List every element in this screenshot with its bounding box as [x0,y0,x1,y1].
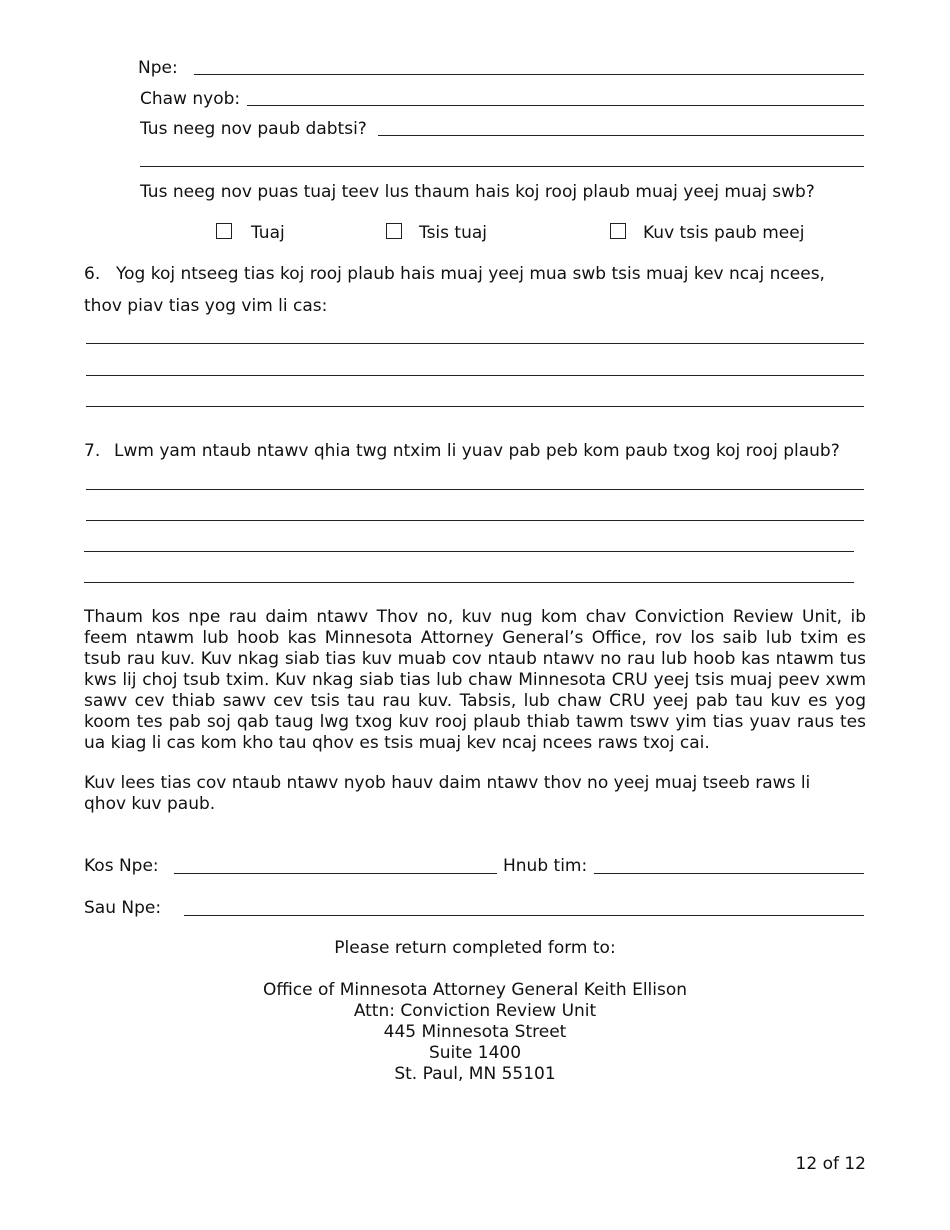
relationship-input-line-2[interactable] [140,166,864,167]
address-input-line[interactable] [247,105,864,106]
return-address-line: 445 Minnesota Street [383,1022,567,1042]
relationship-input-line[interactable] [378,135,864,136]
option-label-yes: Tuaj [251,223,285,243]
date-label: Hnub tim: [503,856,588,876]
q6-answer-line[interactable] [86,343,864,344]
q7-text: Lwm yam ntaub ntawv qhia twg ntxim li yuav pab peb kom paub txog koj rooj plaub? [114,441,840,461]
name-input-line[interactable] [194,74,864,75]
q6-number: 6. [84,264,101,284]
return-address-line: St. Paul, MN 55101 [394,1064,556,1084]
printed-name-label: Sau Npe: [84,898,162,918]
q7-number: 7. [84,441,101,461]
q7-answer-line[interactable] [84,582,854,583]
q6-answer-line[interactable] [86,375,864,376]
notice-paragraph: Thaum kos npe rau daim ntawv Thov no, kuv nug kom chav Conviction Review Unit, ib feem ntawm lub hoob kas Minnesota Attorney General’s Office, rov los saib lub txim es tsub rau kuv. Kuv nkag siab tias kuv muab cov ntaub ntawv no rau lub hoob kas ntawm tus kws lij choj tsub txim. Kuv nkag siab tias lub chaw Minnesota CRU yeej tsis muaj peev xwm sawv cev thiab sawv cev tsis tau rau kuv. Tabsis, lub chaw CRU yeej pab tau kuv es yog koom tes pab soj qab taug lwg txog kuv rooj plaub thiab tawm tswv yim tias yuav raus tes ua kiag li cas kom kho tau qhov es tsis muaj kev ncaj ncees raws txoj cai. [84,607,866,753]
return-address-line: Suite 1400 [428,1043,522,1063]
return-address-line: Office of Minnesota Attorney General Keith Ellison [262,980,688,1000]
option-checkbox-yes[interactable] [216,223,232,239]
date-line[interactable] [594,873,864,874]
page-number: 12 of 12 [795,1154,866,1174]
option-label-unsure: Kuv tsis paub meej [643,223,805,243]
return-address-line: Attn: Conviction Review Unit [353,1001,597,1021]
option-checkbox-unsure[interactable] [610,223,626,239]
willing-question: Tus neeg nov puas tuaj teev lus thaum hais koj rooj plaub muaj yeej muaj swb? [140,182,815,202]
q7-answer-line[interactable] [86,520,864,521]
q6-text-line2: thov piav tias yog vim li cas: [84,296,328,316]
return-heading: Please return completed form to: [334,938,616,958]
printed-name-line[interactable] [184,915,864,916]
name-label: Npe: [138,58,178,78]
q7-answer-line[interactable] [84,551,854,552]
q6-text-line1: Yog koj ntseeg tias koj rooj plaub hais muaj yeej mua swb tsis muaj kev ncaj ncees, [116,264,825,284]
signature-label: Kos Npe: [84,856,159,876]
signature-line[interactable] [174,873,497,874]
relationship-label: Tus neeg nov paub dabtsi? [140,119,367,139]
option-checkbox-no[interactable] [386,223,402,239]
q6-answer-line[interactable] [86,406,864,407]
declaration-paragraph: Kuv lees tias cov ntaub ntawv nyob hauv daim ntawv thov no yeej muaj tseeb raws li qhov kuv paub. [84,773,811,814]
address-label: Chaw nyob: [140,89,241,109]
option-label-no: Tsis tuaj [419,223,487,243]
q7-answer-line[interactable] [86,489,864,490]
